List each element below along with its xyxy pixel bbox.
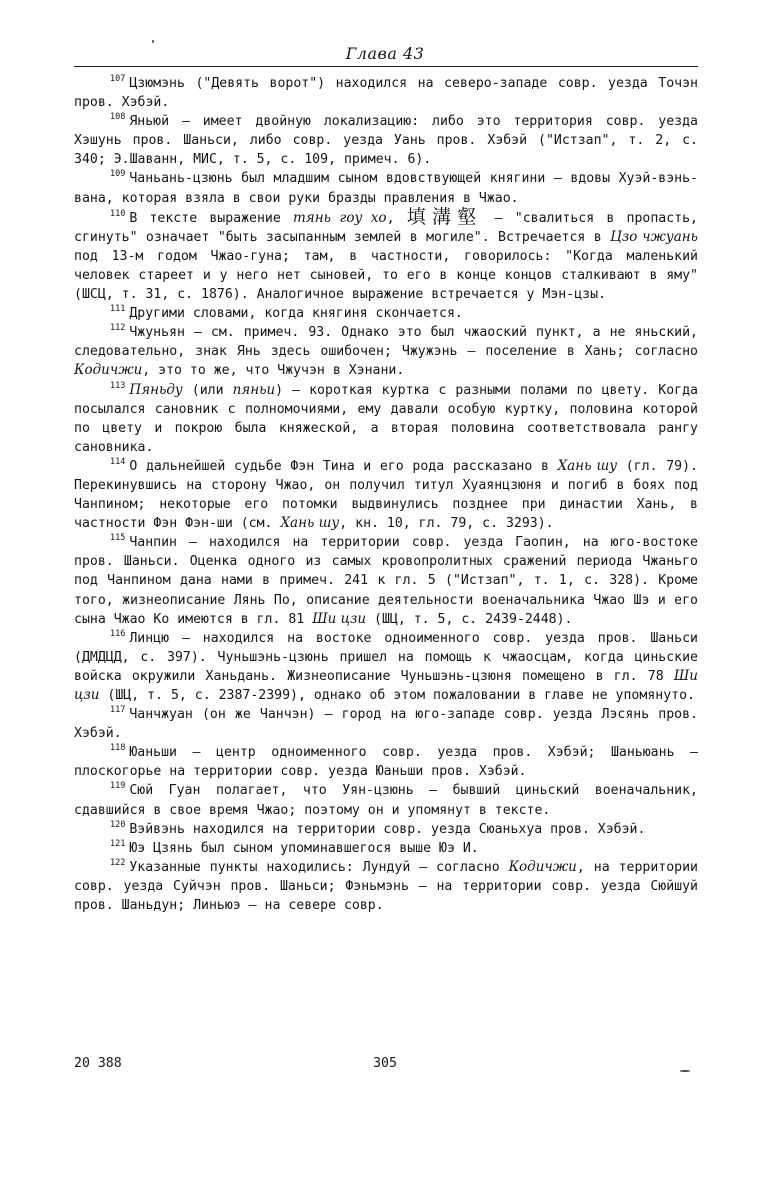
footnote-text: , на территории совр. уезда Суйчэн пров. Шаньси; Фэньмэнь — на территории совр. уезда Сюйшуй пров. Шаньдун; Линьюэ — на севере совр. [74,859,698,914]
footnote-text: ) — короткая куртка с разными полами по цвету. Когда посылался сановник с полномочиями, ему давали особую куртку, половина которой по цвету и покрою была княжеской, а вторая половина соответствовала рангу сановника. [74,382,698,455]
footnote-number: 119 [110,781,126,792]
header-rule [74,66,698,67]
footnote [74,705,698,743]
footnote [74,304,698,323]
footnote-number: 114 [110,456,126,467]
footnote [74,381,698,457]
footnote-text: Юаньши — центр одноименного совр. уезда пров. Хэбэй; Шаньюань — плоскогорье на территории совр. уезда Юаньши пров. Хэбэй. [74,745,698,780]
footnote-number: 122 [110,857,126,868]
footnote-text: Линцю — находился на востоке одноименного совр. уезда пров. Шаньси (ДМДЦД, с. 397). Чуньшэнь-цзюнь пришел на помощь к чжаосцам, когда циньские войска окружили Ханьдань. Жизнеописание Чуньшэнь-цзюня помещено в гл. 78 [74,630,698,684]
page-number: 305 [373,1056,397,1071]
footnote-text: Юэ Цзянь был сыном упоминавшегося выше Юэ И. [129,840,479,856]
italic-term: Хань шу [280,515,340,532]
footnote [74,112,698,169]
footnote-text: Яньюй — имеет двойную локализацию: либо это территория совр. уезда Хэшунь пров. Шаньси, либо совр. уезда Уань пров. Хэбэй ("Истзап", т. 2, с. 340; Э.Шаванн, МИС, т. 5, с. 109, примеч. 6). [74,114,698,168]
footnote [74,457,698,533]
footnote-text: В тексте выражение [129,210,293,226]
italic-term: Кодичжи [508,858,577,875]
footnote-number: 121 [110,838,126,849]
chinese-characters: 填溝壑 [406,205,483,228]
italic-term: Кодичжи [74,362,143,379]
footnote-number: 109 [110,169,126,180]
running-head: Глава 43 [345,44,425,63]
print-speck [680,1070,690,1072]
footnote [74,533,698,628]
footnote [74,205,699,304]
footnote-text: О дальнейшей судьбе Фэн Тина и его рода рассказано в [129,458,558,474]
footnote-text: Указанные пункты находились: Лундуй — согласно [129,859,509,875]
footnote-text: Чанчжуан (он же Чанчэн) — город на юго-западе совр. уезда Лэсянь пров. Хэбэй. [74,707,698,742]
footnote-number: 108 [110,112,126,123]
footnote-number: 111 [110,304,126,315]
footnote-number: 118 [110,743,126,754]
italic-term: пяньи [232,381,276,398]
footnote-text: , это то же, что Чжучэн в Хэнани. [142,363,405,379]
italic-term: тянь гоу хо [292,209,387,226]
footnote-number: 115 [110,533,126,544]
footnote [74,323,698,380]
footnote-text: Другими словами, когда княгиня скончается. [129,306,463,322]
footnote-text: , кн. 10, гл. 79, с. 3293). [339,516,554,532]
printer-signature: 20 388 [74,1056,122,1071]
footnote-text: Чжуньян — см. примеч. 93. Однако это был чжаоский пункт, а не яньский, следовательно, знак Янь здесь ошибочен; Чжужэнь — поселение в Хань; согласно [74,325,698,360]
footnote [74,858,698,915]
footnote [74,781,698,819]
footnotes-body [74,74,698,915]
footnote [74,629,698,705]
italic-term: Ши цзи [74,667,698,703]
footnote-number: 112 [110,323,126,334]
footnote-text: под 13-м годом Чжао-гуна; там, в частности, говорилось: "Когда маленький человек стареет и у него нет сыновей, то его в конце концов сталкивают в яму" (ШСЦ, т. 31, с. 1876). Аналогичное выражение встречается у Мэн-цзы. [74,248,698,303]
italic-term: Ши цзи [312,610,367,627]
footnote-number: 107 [110,74,126,84]
footnote-number: 113 [110,380,126,391]
footnote-text: Чанпин — находился на территории совр. уезда Гаопин, на юго-востоке пров. Шаньси. Оценка одного из самых кровопролитных сражений периода Чжаньго под Чанпином дана нами в примеч. 241 к гл. 5 ("Истзап", т. 1, с. 328). Кроме того, жизнеописание Лянь По, описание деятельности военачальника Чжао Шэ и его сына Чжао Ко имеются в гл. 81 [74,535,698,627]
footnote-text: (ШЦ, т. 5, с. 2387-2399), однако об этом пожаловании в главе не упомянуто. [99,688,695,703]
footnote-number: 110 [110,208,126,219]
italic-term: Цзо чжуань [610,228,699,245]
footnote-number: 117 [110,705,126,716]
footnote-number: 120 [110,819,126,830]
footnote-text: Чаньань-цзюнь был младшим сыном вдовствующей княгини — вдовы Хуэй-вэнь-вана, которая взяла в свои руки бразды правления в Чжао. [74,171,698,206]
footnote-text: (гл. 79). Перекинувшись на сторону Чжао, он получил титул Хуаянцзюня и погиб в боях под Чанпином; некоторые его потомки выдвинулись позднее при династии Хань, в частности Фэн Фэн-ши (см. [74,458,699,532]
footnote-text: — "свалиться в пропасть, сгинуть" означает "быть засыпанным землей в могиле". Встречается в [74,210,698,245]
footnote-text: Цзюмэнь ("Девять ворот") находился на северо-западе совр. уезда Точэн пров. Хэбэй. [74,76,698,111]
footnote-text: Сюй Гуан полагает, что Уян-цзюнь — бывший циньский военачальник, сдавшийся в свое время Чжао; поэтому он и упомянут в тексте. [74,783,698,818]
footnote [74,74,698,112]
footnote [74,839,698,858]
italic-term: Хань шу [557,457,618,474]
footnote-text: (ШЦ, т. 5, с. 2439-2448). [366,611,573,627]
footnote [74,169,698,207]
footnote [74,820,698,839]
italic-term: Пяньду [129,381,183,398]
footnote [74,743,698,781]
footnote-text: , [386,210,407,226]
print-speck [152,40,154,43]
footnote-number: 116 [110,628,126,639]
footnote-text: Вэйвэнь находился на территории совр. уезда Сюаньхуа пров. Хэбэй. [129,821,646,837]
footnote-text: (или [182,382,233,398]
